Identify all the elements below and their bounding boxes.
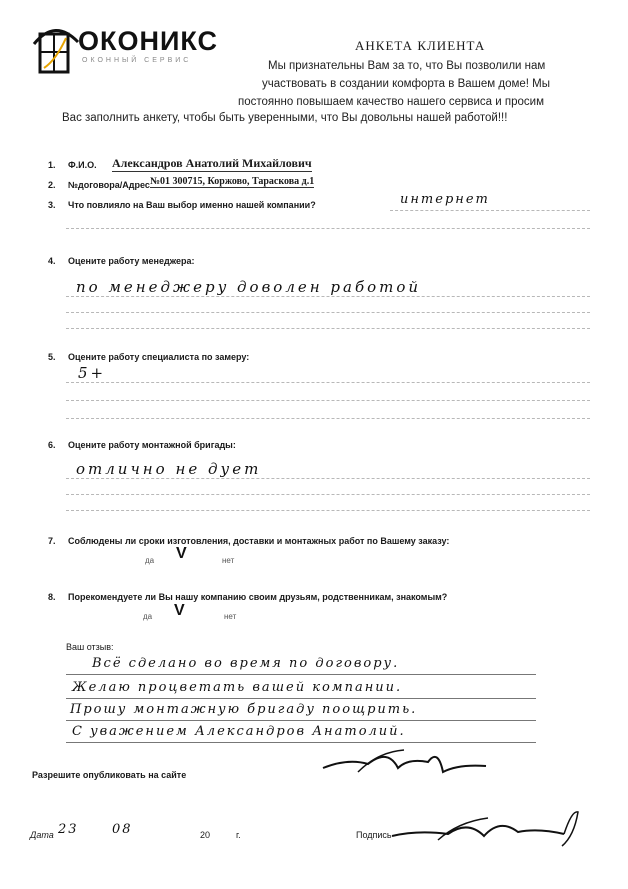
question-4: 4. Оцените работу менеджера:	[48, 256, 195, 266]
q3-answer[interactable]: интернет	[400, 192, 490, 207]
question-8: 8. Порекомендуете ли Вы нашу компанию своим друзьям, родственникам, знакомым?	[48, 592, 448, 602]
q7-label: Соблюдены ли сроки изготовления, доставки и монтажных работ по Вашему заказу:	[68, 536, 450, 546]
q5-answer[interactable]: 5+	[78, 364, 107, 382]
question-2: 2. №договора/Адрес	[48, 180, 150, 190]
question-7: 7. Соблюдены ли сроки изготовления, доставки и монтажных работ по Вашему заказу:	[48, 536, 450, 546]
question-5: 5. Оцените работу специалиста по замеру:	[48, 352, 250, 362]
review-line-2[interactable]: Желаю процветать вашей компании.	[72, 680, 403, 695]
q5-label: Оцените работу специалиста по замеру:	[68, 352, 250, 362]
review-line-4[interactable]: С уважением Александров Анатолий.	[72, 724, 406, 739]
q6-label: Оцените работу монтажной бригады:	[68, 440, 236, 450]
q3-label: Что повлияло на Ваш выбор именно нашей компании?	[68, 200, 316, 210]
q2-label: №договора/Адрес	[68, 180, 150, 190]
date-year-suffix: г.	[236, 830, 241, 840]
q8-checkmark: V	[174, 602, 185, 619]
date-label: Дата	[30, 830, 54, 840]
q7-checkmark: V	[176, 545, 187, 562]
intro-line-2: участвовать в создании комфорта в Вашем доме! Мы	[262, 78, 551, 90]
signature-icon	[388, 806, 588, 848]
intro-line-3: постоянно повышаем качество нашего сервиса и просим	[238, 96, 544, 108]
q8-label: Порекомендуете ли Вы нашу компанию своим друзьям, родственникам, знакомым?	[68, 592, 448, 602]
intro-line-1: Мы признательны Вам за то, что Вы позволили нам	[268, 60, 546, 72]
date-year-prefix: 20	[200, 830, 211, 840]
date-day[interactable]: 23	[58, 822, 79, 837]
q2-contract-value[interactable]: №01 300715, Коржово, Тараскова д.1	[150, 176, 315, 187]
intro-line-4: Вас заполнить анкету, чтобы быть уверенными, что Вы довольны нашей работой!!!	[62, 112, 508, 124]
question-3: 3. Что повлияло на Ваш выбор именно нашей компании?	[48, 200, 316, 210]
q8-no-option[interactable]: нет	[224, 612, 237, 621]
q1-label: Ф.И.О.	[68, 160, 97, 170]
logo-subtitle: ОКОННЫЙ СЕРВИС	[82, 57, 192, 64]
q7-yes-option[interactable]: да	[145, 556, 155, 565]
form-title: АНКЕТА КЛИЕНТА	[355, 38, 486, 53]
review-line-1[interactable]: Всё сделано во время по договору.	[92, 656, 400, 671]
window-logo-icon	[30, 22, 80, 78]
q7-no-option[interactable]: нет	[222, 556, 235, 565]
logo-text: ОКОНИКС	[78, 26, 219, 56]
publish-permission-label: Разрешите опубликовать на сайте	[32, 770, 187, 780]
q4-answer[interactable]: по менеджеру доволен работой	[76, 278, 422, 296]
q1-name-value[interactable]: Александров Анатолий Михайлович	[112, 156, 312, 170]
question-6: 6. Оцените работу монтажной бригады:	[48, 440, 236, 450]
question-1: 1. Ф.И.О.	[48, 160, 97, 170]
signature-label: Подпись	[356, 830, 392, 840]
review-line-3[interactable]: Прошу монтажную бригаду поощрить.	[70, 702, 418, 717]
review-signature-icon	[318, 738, 488, 778]
date-month[interactable]: 08	[112, 822, 133, 837]
q8-yes-option[interactable]: да	[143, 612, 153, 621]
q4-label: Оцените работу менеджера:	[68, 256, 195, 266]
q6-answer[interactable]: отлично не дует	[76, 460, 262, 478]
review-label: Ваш отзыв:	[66, 642, 114, 652]
